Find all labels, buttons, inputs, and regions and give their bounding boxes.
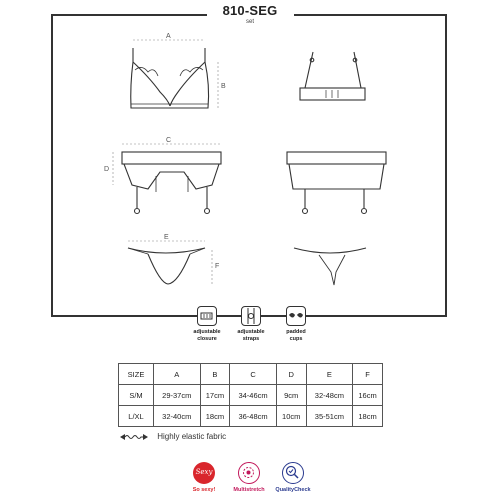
feature-label-line2: cups <box>289 335 303 342</box>
bra-front-drawing <box>131 48 209 108</box>
table-header-cell: D <box>276 364 306 385</box>
adjustable-closure-icon <box>197 306 217 326</box>
thong-back-drawing <box>294 248 366 285</box>
feature-label-line1: padded <box>286 329 306 335</box>
dimension-f-label: F <box>215 263 220 270</box>
table-cell: 32-40cm <box>154 406 201 427</box>
table-cell: 36-48cm <box>230 406 277 427</box>
so-sexy-icon-text: Sexy <box>195 468 213 476</box>
table-header-cell: E <box>306 364 353 385</box>
product-code: 810-SEG <box>222 3 278 18</box>
adjustable-straps-icon <box>241 306 261 326</box>
garter-back-drawing <box>287 152 386 214</box>
feature-label-line2: closure <box>197 335 217 342</box>
bra-back-drawing <box>300 52 365 100</box>
badge-label: So sexy! <box>192 487 216 493</box>
feature-padded-cups <box>266 306 326 342</box>
quality-check-icon <box>282 462 304 484</box>
feature-label-line2: straps <box>242 335 260 342</box>
dimension-b-label: B <box>221 83 226 90</box>
table-header-cell: SIZE <box>119 364 154 385</box>
table-row <box>119 406 383 427</box>
fabric-note <box>119 432 226 441</box>
fabric-note-text: Highly elastic fabric <box>157 432 227 441</box>
table-cell: 32-48cm <box>306 385 353 406</box>
elastic-arrow-icon <box>119 433 149 441</box>
size-table <box>118 363 383 427</box>
table-cell: 18cm <box>353 406 383 427</box>
size-table-header-row <box>119 364 383 385</box>
table-cell: 35-51cm <box>306 406 353 427</box>
garter-front-drawing <box>122 152 221 214</box>
multistretch-icon <box>238 462 260 484</box>
product-subtitle: set <box>245 19 254 25</box>
table-header-cell: B <box>200 364 230 385</box>
table-header-cell: F <box>353 364 383 385</box>
table-cell: 17cm <box>200 385 230 406</box>
badge-label: Multistretch <box>233 487 265 493</box>
dimension-c-label: C <box>166 137 172 144</box>
table-cell: 9cm <box>276 385 306 406</box>
thong-front-drawing <box>128 248 205 284</box>
so-sexy-icon <box>193 462 215 484</box>
badge-multistretch <box>227 462 271 493</box>
table-cell: 10cm <box>276 406 306 427</box>
badge-quality-check <box>271 462 315 493</box>
badge-so-sexy <box>182 462 226 493</box>
table-row <box>119 385 383 406</box>
table-header-cell: C <box>230 364 277 385</box>
table-cell: 16cm <box>353 385 383 406</box>
table-cell: 29-37cm <box>154 385 201 406</box>
feature-label-line1: adjustable <box>193 329 221 335</box>
dimension-d-label: D <box>104 166 110 173</box>
dimension-a-label: A <box>166 33 171 40</box>
feature-label-line1: adjustable <box>237 329 265 335</box>
table-cell: L/XL <box>119 406 154 427</box>
table-cell: 18cm <box>200 406 230 427</box>
table-cell: S/M <box>119 385 154 406</box>
table-header-cell: A <box>154 364 201 385</box>
badge-label: QualityCheck <box>275 487 311 493</box>
dimension-e-label: E <box>164 234 169 241</box>
table-cell: 34-46cm <box>230 385 277 406</box>
padded-cups-icon <box>286 306 306 326</box>
